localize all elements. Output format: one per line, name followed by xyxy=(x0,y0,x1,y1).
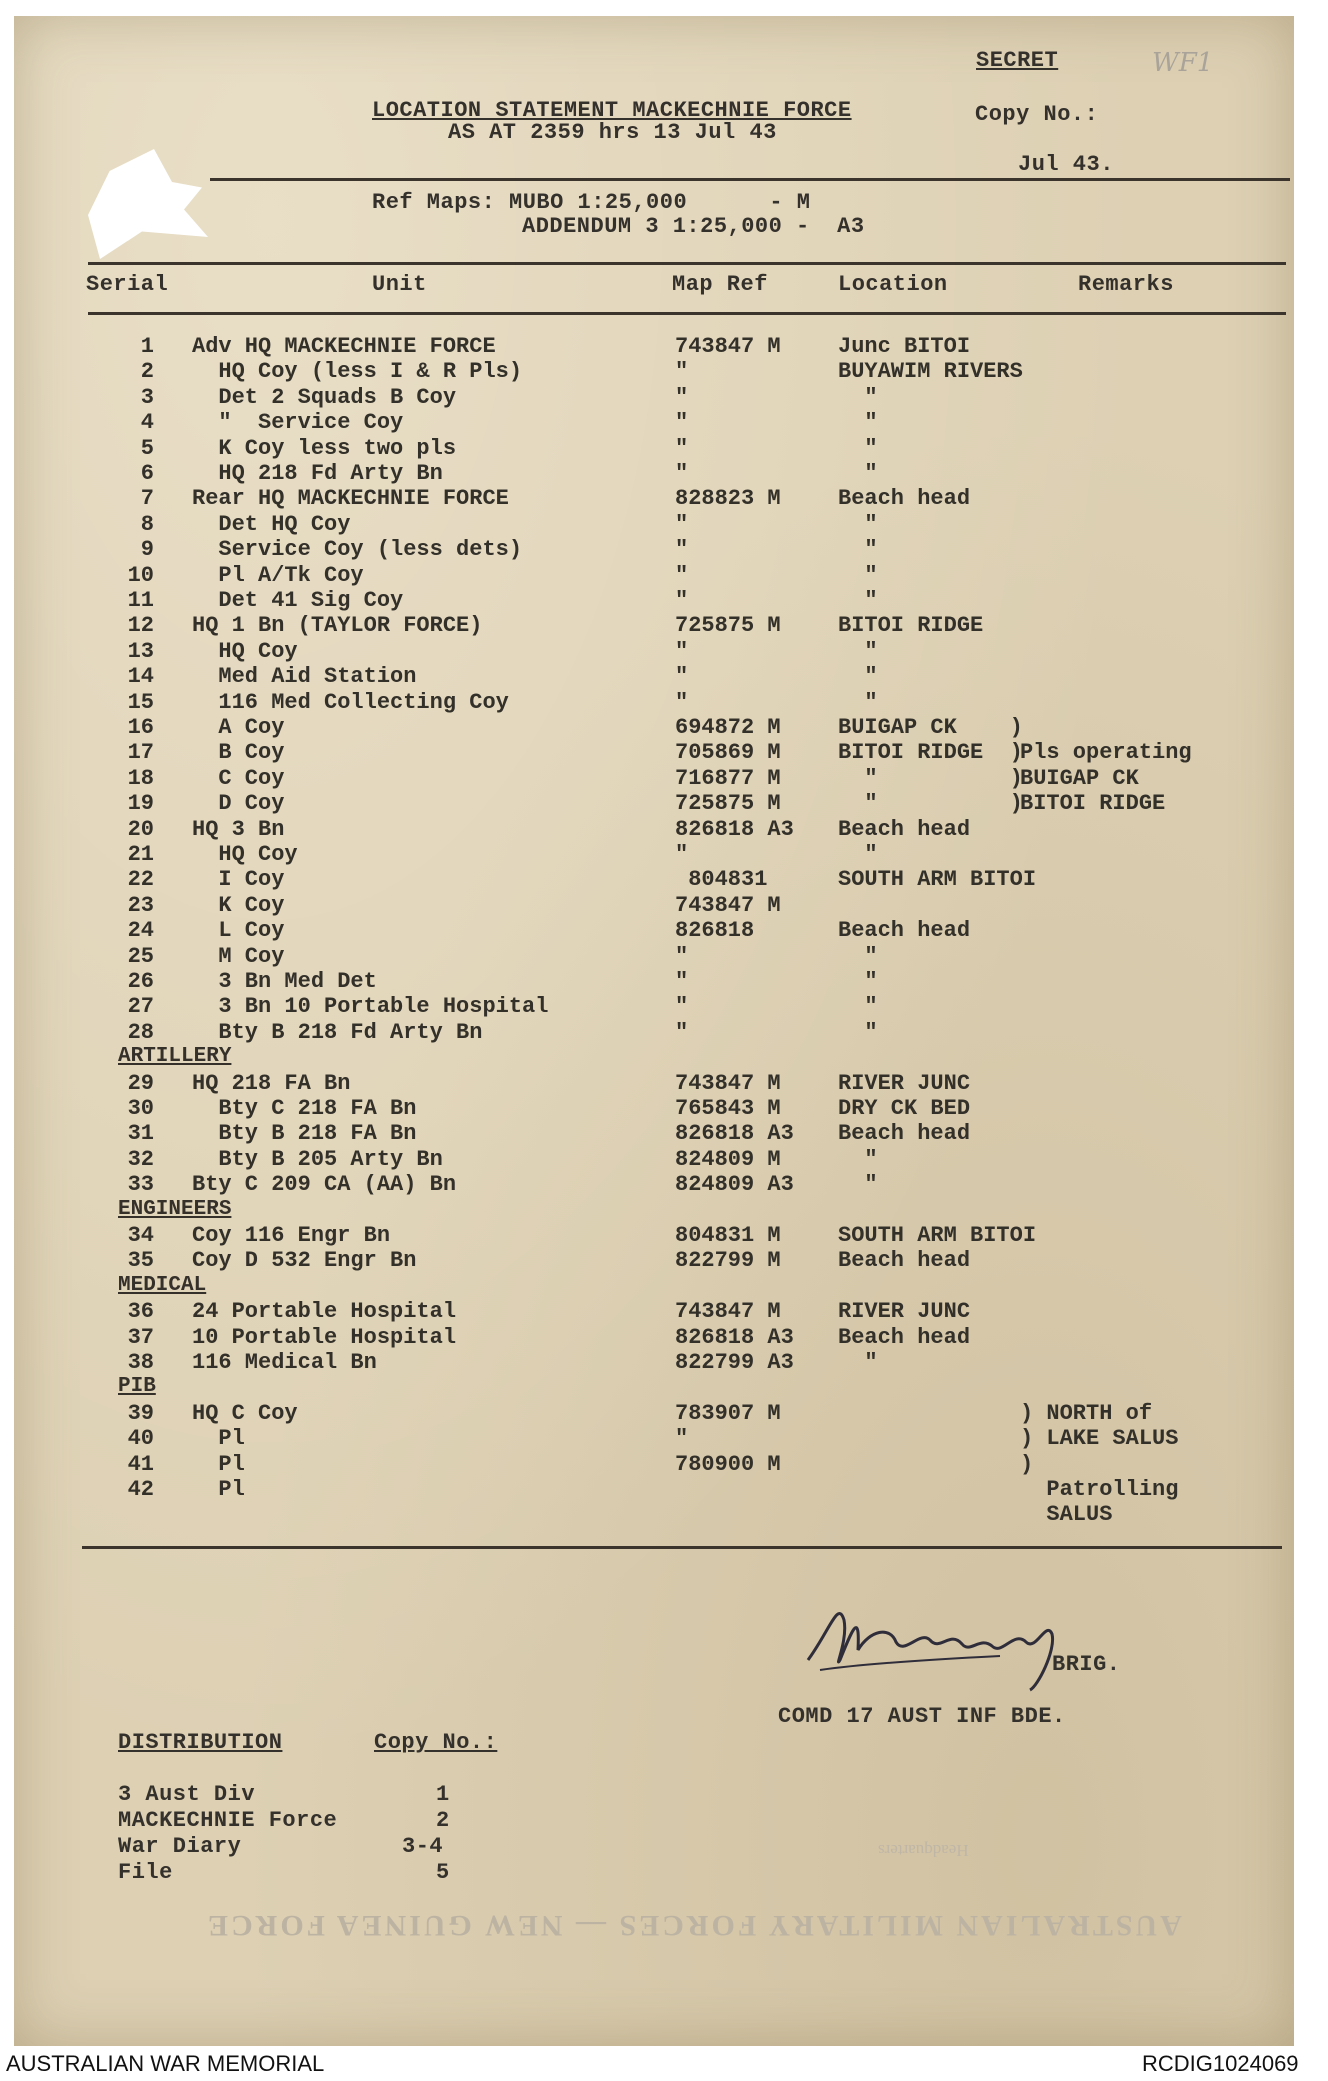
row-serial: 23 xyxy=(127,892,154,918)
table-row xyxy=(0,791,1328,816)
row-location: " xyxy=(838,638,878,664)
table-row xyxy=(0,715,1328,740)
distribution-recipient: War Diary xyxy=(118,1834,242,1859)
row-location: BUIGAP CK ) xyxy=(838,715,1023,740)
row-map-ref: " xyxy=(675,689,689,715)
row-unit: B Coy xyxy=(192,740,285,766)
row-serial: 10 xyxy=(127,562,154,588)
table-row xyxy=(0,1096,1328,1121)
row-map-ref: " xyxy=(675,562,689,588)
row-serial: 1 xyxy=(140,334,154,359)
distribution-recipient: MACKECHNIE Force xyxy=(118,1808,338,1833)
row-location: Junc BITOI xyxy=(838,334,971,359)
table-row xyxy=(0,690,1328,715)
row-map-ref: 826818 xyxy=(675,918,755,944)
table-row xyxy=(0,639,1328,664)
row-map-ref: 765843 M xyxy=(675,1096,781,1121)
row-serial: 30 xyxy=(127,1096,154,1121)
row-map-ref: 725875 M xyxy=(675,791,781,817)
row-serial: 4 xyxy=(140,410,154,436)
row-map-ref: 826818 A3 xyxy=(675,1121,794,1147)
section-heading: PIB xyxy=(118,1375,156,1399)
table-row xyxy=(0,842,1328,867)
row-serial: 35 xyxy=(127,1248,154,1274)
row-serial: 6 xyxy=(140,461,154,486)
signatory-appointment: COMD 17 AUST INF BDE. xyxy=(778,1704,1066,1729)
row-serial: 39 xyxy=(127,1400,154,1426)
row-remarks: ) xyxy=(1020,1451,1034,1477)
row-unit: 10 Portable Hospital xyxy=(192,1324,457,1350)
row-unit: 116 Medical Bn xyxy=(192,1350,377,1375)
row-map-ref: 822799 M xyxy=(675,1248,781,1274)
row-remarks: ) NORTH of xyxy=(1020,1400,1153,1426)
row-map-ref: 743847 M xyxy=(675,1299,781,1325)
row-unit: HQ 218 Fd Arty Bn xyxy=(192,461,443,486)
ref-maps-line1: Ref Maps: MUBO 1:25,000 - M xyxy=(372,190,811,215)
document-subtitle: AS AT 2359 hrs 13 Jul 43 xyxy=(448,120,777,145)
row-serial: 17 xyxy=(127,740,154,766)
col-location: Location xyxy=(838,272,948,297)
row-serial: 3 xyxy=(140,384,154,410)
row-remarks: Pls operating xyxy=(1020,740,1192,766)
row-location: DRY CK BED xyxy=(838,1096,971,1121)
row-location: " xyxy=(838,588,878,613)
row-map-ref: 716877 M xyxy=(675,765,781,791)
row-location: " ) xyxy=(838,791,1023,817)
row-location: " xyxy=(838,842,878,867)
row-map-ref: " xyxy=(675,461,689,486)
row-unit: Coy 116 Engr Bn xyxy=(192,1223,391,1248)
row-unit: Pl xyxy=(192,1477,245,1502)
row-serial: 12 xyxy=(127,613,154,639)
row-location: " xyxy=(838,384,878,410)
row-map-ref: " xyxy=(675,842,689,867)
row-serial: 34 xyxy=(127,1223,154,1248)
row-unit: HQ Coy (less I & R Pls) xyxy=(192,359,523,385)
row-unit: Adv HQ MACKECHNIE FORCE xyxy=(192,334,496,359)
row-unit: HQ 1 Bn (TAYLOR FORCE) xyxy=(192,613,483,639)
row-unit: 24 Portable Hospital xyxy=(192,1299,457,1325)
table-row xyxy=(0,359,1328,384)
table-row xyxy=(0,1350,1328,1375)
row-location: " xyxy=(838,461,878,486)
table-row xyxy=(0,436,1328,461)
row-unit: HQ 218 FA Bn xyxy=(192,1070,351,1096)
table-row xyxy=(0,563,1328,588)
row-unit: Bty B 205 Arty Bn xyxy=(192,1146,443,1172)
row-serial: 19 xyxy=(127,791,154,817)
table-row xyxy=(0,740,1328,765)
row-serial: 2 xyxy=(140,359,154,385)
table-row xyxy=(0,1121,1328,1146)
row-location: " xyxy=(838,511,878,537)
stamp-subtext: Headquarters xyxy=(878,1841,969,1860)
row-unit: A Coy xyxy=(192,715,285,740)
row-location: " xyxy=(838,1172,878,1198)
row-map-ref: " xyxy=(675,384,689,410)
table-row xyxy=(0,1426,1328,1451)
row-map-ref: " xyxy=(675,588,689,613)
table-header-rule xyxy=(88,312,1286,315)
table-row xyxy=(0,766,1328,791)
stamp-text: AUSTRALIAN MILITARY FORCES — NEW GUINEA FORCE xyxy=(205,1909,1182,1942)
row-location: " xyxy=(838,562,878,588)
row-serial: 29 xyxy=(127,1070,154,1096)
row-map-ref: 824809 A3 xyxy=(675,1172,794,1198)
distribution-heading: DISTRIBUTION xyxy=(118,1730,283,1755)
table-row xyxy=(0,817,1328,842)
copy-no-label: Copy No.: xyxy=(975,102,1099,127)
row-location: Beach head xyxy=(838,816,971,842)
row-remarks: BUIGAP CK xyxy=(1020,765,1139,791)
row-location: RIVER JUNC xyxy=(838,1299,971,1325)
row-remarks: BITOI RIDGE xyxy=(1020,791,1166,817)
distribution-copy-no: 1 xyxy=(436,1782,450,1807)
header-rule xyxy=(210,178,1290,181)
row-unit: HQ C Coy xyxy=(192,1400,298,1426)
classification: SECRET xyxy=(976,48,1059,73)
row-serial: 21 xyxy=(127,842,154,867)
row-map-ref: 804831 M xyxy=(675,1223,781,1248)
table-row xyxy=(0,1248,1328,1273)
table-row xyxy=(0,461,1328,486)
row-remarks: SALUS xyxy=(1020,1502,1113,1528)
row-unit: 116 Med Collecting Coy xyxy=(192,689,509,715)
signatory-rank: BRIG. xyxy=(1052,1652,1121,1677)
row-unit: K Coy less two pls xyxy=(192,435,457,461)
row-unit: Bty B 218 Fd Arty Bn xyxy=(192,1019,483,1045)
col-remarks: Remarks xyxy=(1078,272,1174,297)
row-unit: Bty C 218 FA Bn xyxy=(192,1096,417,1121)
row-location: " ) xyxy=(838,765,1023,791)
row-map-ref: 826818 A3 xyxy=(675,1324,794,1350)
row-map-ref: " xyxy=(675,435,689,461)
row-unit: 3 Bn 10 Portable Hospital xyxy=(192,994,549,1020)
table-row xyxy=(0,334,1328,359)
table-row xyxy=(0,613,1328,638)
row-location: Beach head xyxy=(838,1121,971,1147)
document-title: LOCATION STATEMENT MACKECHNIE FORCE xyxy=(372,98,852,123)
row-serial: 38 xyxy=(127,1350,154,1375)
table-row xyxy=(0,1502,1328,1527)
table-row xyxy=(0,969,1328,994)
distribution-recipient: 3 Aust Div xyxy=(118,1782,256,1807)
table-top-rule xyxy=(88,262,1286,265)
row-serial: 26 xyxy=(127,969,154,994)
row-map-ref: " xyxy=(675,994,689,1020)
row-location: " xyxy=(838,435,878,461)
archive-caption-right: RCDIG1024069 xyxy=(1142,2051,1299,2076)
row-unit: Bty B 218 FA Bn xyxy=(192,1121,417,1147)
row-serial: 11 xyxy=(127,588,154,613)
row-map-ref: " xyxy=(675,1426,689,1452)
row-map-ref: " xyxy=(675,1019,689,1045)
row-serial: 28 xyxy=(127,1019,154,1045)
row-location: " xyxy=(838,664,878,690)
table-row xyxy=(0,486,1328,511)
col-map-ref: Map Ref xyxy=(672,272,768,297)
row-unit: C Coy xyxy=(192,765,285,791)
row-map-ref: 783907 M xyxy=(675,1400,781,1426)
table-row xyxy=(0,1325,1328,1350)
row-map-ref: 780900 M xyxy=(675,1451,781,1477)
table-row xyxy=(0,994,1328,1019)
table-row xyxy=(0,1071,1328,1096)
row-serial: 9 xyxy=(140,537,154,563)
table-row xyxy=(0,385,1328,410)
section-heading: ARTILLERY xyxy=(118,1045,232,1069)
row-unit: Rear HQ MACKECHNIE FORCE xyxy=(192,486,509,512)
row-map-ref: " xyxy=(675,359,689,385)
table-row xyxy=(0,893,1328,918)
row-unit: Det HQ Coy xyxy=(192,511,351,537)
row-map-ref: 804831 xyxy=(675,867,768,893)
row-map-ref: 694872 M xyxy=(675,715,781,740)
table-bottom-rule xyxy=(82,1546,1282,1549)
row-unit: K Coy xyxy=(192,892,285,918)
section-heading: ENGINEERS xyxy=(118,1197,232,1221)
row-location: Beach head xyxy=(838,1324,971,1350)
row-location: " xyxy=(838,943,878,969)
row-serial: 27 xyxy=(127,994,154,1020)
table-row xyxy=(0,1020,1328,1045)
row-serial: 15 xyxy=(127,689,154,715)
table-row xyxy=(0,1477,1328,1502)
table-row xyxy=(0,664,1328,689)
table-row xyxy=(0,1299,1328,1324)
row-serial: 7 xyxy=(140,486,154,512)
table-row xyxy=(0,512,1328,537)
row-location: " xyxy=(838,994,878,1020)
row-location: SOUTH ARM BITOI xyxy=(838,867,1037,893)
row-unit: M Coy xyxy=(192,943,285,969)
row-unit: " Service Coy xyxy=(192,410,404,436)
distribution-copy-no: 2 xyxy=(436,1808,450,1833)
ref-maps-line2: ADDENDUM 3 1:25,000 - A3 xyxy=(522,214,865,239)
col-unit: Unit xyxy=(372,272,427,297)
row-serial: 20 xyxy=(127,816,154,842)
row-remarks: ) LAKE SALUS xyxy=(1020,1426,1179,1452)
row-serial: 13 xyxy=(127,638,154,664)
row-serial: 37 xyxy=(127,1324,154,1350)
row-serial: 24 xyxy=(127,918,154,944)
row-map-ref: 743847 M xyxy=(675,892,781,918)
row-unit: Pl xyxy=(192,1426,245,1452)
row-location: Beach head xyxy=(838,918,971,944)
row-unit: HQ 3 Bn xyxy=(192,816,285,842)
handwritten-ref: WF1 xyxy=(1152,48,1214,78)
row-unit: Det 41 Sig Coy xyxy=(192,588,404,613)
table-row xyxy=(0,588,1328,613)
archive-caption-left: AUSTRALIAN WAR MEMORIAL xyxy=(6,2051,325,2076)
row-location: BITOI RIDGE xyxy=(838,613,984,639)
row-unit: HQ Coy xyxy=(192,638,298,664)
row-location: " xyxy=(838,537,878,563)
row-serial: 32 xyxy=(127,1146,154,1172)
row-unit: HQ Coy xyxy=(192,842,298,867)
row-unit: Coy D 532 Engr Bn xyxy=(192,1248,417,1274)
row-location: BITOI RIDGE ) xyxy=(838,740,1023,766)
table-row xyxy=(0,1452,1328,1477)
row-unit: L Coy xyxy=(192,918,285,944)
row-location: " xyxy=(838,1350,878,1375)
row-serial: 31 xyxy=(127,1121,154,1147)
table-row xyxy=(0,1223,1328,1248)
row-location: " xyxy=(838,689,878,715)
row-location: " xyxy=(838,410,878,436)
row-unit: Med Aid Station xyxy=(192,664,417,690)
row-serial: 41 xyxy=(127,1451,154,1477)
row-map-ref: 828823 M xyxy=(675,486,781,512)
table-row xyxy=(0,867,1328,892)
row-map-ref: 725875 M xyxy=(675,613,781,639)
row-unit: Service Coy (less dets) xyxy=(192,537,523,563)
row-location: SOUTH ARM BITOI xyxy=(838,1223,1037,1248)
row-serial: 40 xyxy=(127,1426,154,1452)
row-map-ref: 743847 M xyxy=(675,1070,781,1096)
torn-corner xyxy=(88,149,208,259)
row-serial: 8 xyxy=(140,511,154,537)
distribution-copy-heading: Copy No.: xyxy=(374,1730,498,1755)
row-location: " xyxy=(838,969,878,994)
row-unit: I Coy xyxy=(192,867,285,893)
row-serial: 16 xyxy=(127,715,154,740)
row-location: " xyxy=(838,1019,878,1045)
row-serial: 14 xyxy=(127,664,154,690)
row-map-ref: 705869 M xyxy=(675,740,781,766)
row-map-ref: " xyxy=(675,969,689,994)
document-date: Jul 43. xyxy=(1018,152,1114,177)
row-serial: 18 xyxy=(127,765,154,791)
row-serial: 25 xyxy=(127,943,154,969)
row-serial: 33 xyxy=(127,1172,154,1198)
row-map-ref: 743847 M xyxy=(675,334,781,359)
table-row xyxy=(0,410,1328,435)
row-serial: 36 xyxy=(127,1299,154,1325)
row-location: BUYAWIM RIVERS xyxy=(838,359,1023,385)
table-row xyxy=(0,1172,1328,1197)
row-map-ref: 822799 A3 xyxy=(675,1350,794,1375)
table-row xyxy=(0,918,1328,943)
row-map-ref: " xyxy=(675,410,689,436)
row-location: Beach head xyxy=(838,486,971,512)
distribution-recipient: File xyxy=(118,1860,173,1885)
row-unit: Pl A/Tk Coy xyxy=(192,562,364,588)
distribution-copy-no: 5 xyxy=(436,1860,450,1885)
row-location: Beach head xyxy=(838,1248,971,1274)
row-serial: 22 xyxy=(127,867,154,893)
row-remarks: Patrolling xyxy=(1020,1477,1179,1502)
row-map-ref: " xyxy=(675,638,689,664)
row-serial: 42 xyxy=(127,1477,154,1502)
row-unit: Det 2 Squads B Coy xyxy=(192,384,457,410)
table-row xyxy=(0,1401,1328,1426)
row-unit: Pl xyxy=(192,1451,245,1477)
section-heading: MEDICAL xyxy=(118,1273,207,1297)
row-unit: 3 Bn Med Det xyxy=(192,969,377,994)
table-row xyxy=(0,944,1328,969)
row-map-ref: " xyxy=(675,511,689,537)
row-location: " xyxy=(838,1146,878,1172)
col-serial: Serial xyxy=(86,272,169,297)
row-map-ref: 824809 M xyxy=(675,1146,781,1172)
row-map-ref: " xyxy=(675,943,689,969)
table-row xyxy=(0,1147,1328,1172)
signature xyxy=(800,1590,1090,1700)
row-map-ref: 826818 A3 xyxy=(675,816,794,842)
row-unit: Bty C 209 CA (AA) Bn xyxy=(192,1172,457,1198)
row-map-ref: " xyxy=(675,537,689,563)
row-location: RIVER JUNC xyxy=(838,1070,971,1096)
row-map-ref: " xyxy=(675,664,689,690)
table-row xyxy=(0,537,1328,562)
row-serial: 5 xyxy=(140,435,154,461)
row-unit: D Coy xyxy=(192,791,285,817)
distribution-copy-no: 3-4 xyxy=(402,1834,444,1859)
